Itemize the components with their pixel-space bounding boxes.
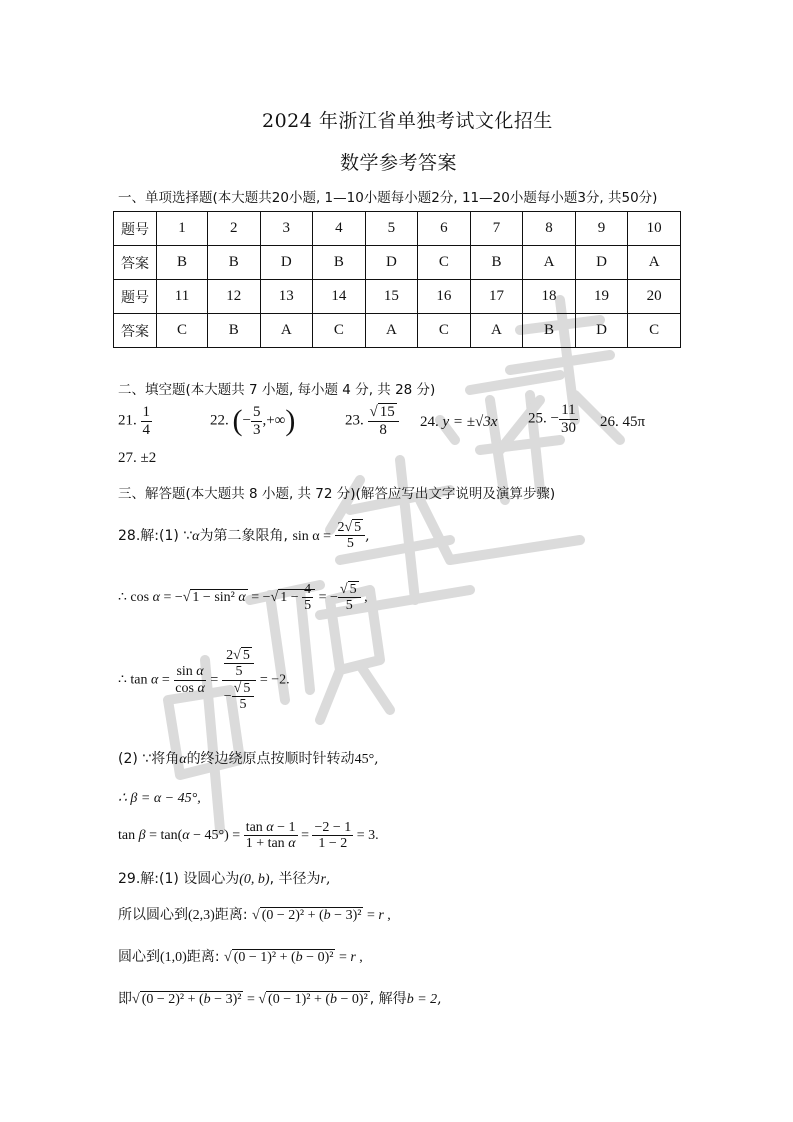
answer-table xyxy=(113,211,681,348)
q29-center: (0, b) xyxy=(239,872,270,887)
frac-den: 4 xyxy=(142,421,150,438)
row-label-answer: 答案 xyxy=(114,314,157,348)
q28-tan-result: = 3. xyxy=(356,828,379,844)
answer-26 xyxy=(600,414,645,431)
section1-heading: 一、单项选择题(本大题共20小题, 1—10小题每小题2分, 11—20小题每小题3分, 共50分) xyxy=(118,190,658,206)
q28-tan-line: ∴ tan α = $\frac{\text{sin α}}{\text{cos α}}$ = $\frac{2√ 5}{5}$ − $\frac{√ 5}{5}$ = −2. xyxy=(118,648,290,713)
answer-23: 23. $\frac{√ 15}{8}$ xyxy=(345,404,399,438)
q29-equation: 即√ (0 − 2)² + (b − 3)² = √ (0 − 1)² + (b − 0)² , 解得b = 2, xyxy=(118,991,442,1007)
table-cell: C xyxy=(628,314,681,348)
table-row xyxy=(114,314,681,348)
answer-value: y = ±√3x xyxy=(442,414,498,430)
q28-part2-b: 的终边绕原点按顺时针转动 xyxy=(186,751,355,767)
table-cell: 14 xyxy=(313,280,366,314)
q-number: 22. xyxy=(210,412,229,429)
table-cell: C xyxy=(418,314,471,348)
table-cell: A xyxy=(470,314,523,348)
frac-num: 15 xyxy=(379,404,395,420)
table-cell: 8 xyxy=(523,212,576,246)
frac-den: 8 xyxy=(379,421,387,438)
table-cell: 2 xyxy=(207,212,260,246)
q28-beta: ∴ β = α − 45°, xyxy=(118,791,201,806)
table-cell: D xyxy=(260,246,313,280)
table-cell: 6 xyxy=(418,212,471,246)
answer-24 xyxy=(420,414,497,431)
table-cell: 15 xyxy=(365,280,418,314)
table-cell: 4 xyxy=(313,212,366,246)
q29-eq-label: 即 xyxy=(118,991,132,1007)
row-label-answer: 答案 xyxy=(114,246,157,280)
table-cell: 7 xyxy=(470,212,523,246)
table-cell: B xyxy=(470,246,523,280)
q28-sin: sin α = xyxy=(292,528,332,544)
q28-line1: 28.解:(1) ∵α为第二象限角, sin α = $\frac{2√ 5}{5}$ , xyxy=(118,520,370,552)
frac-den: 3 xyxy=(252,421,261,438)
table-cell: B xyxy=(207,314,260,348)
table-cell: A xyxy=(523,246,576,280)
table-cell: 19 xyxy=(575,280,628,314)
table-cell: D xyxy=(575,314,628,348)
table-cell: 11 xyxy=(157,280,208,314)
frac-num: 1 xyxy=(142,404,150,420)
answer-27 xyxy=(118,450,156,467)
q29-intro: 29.解:(1) 设圆心为 xyxy=(118,871,240,887)
table-cell: A xyxy=(628,246,681,280)
row-label-question: 题号 xyxy=(114,280,157,314)
q28-cos-line: ∴ cos α = −√ 1 − sin² α = −√ 1 − $\frac{4}{5}$ = − $\frac{√ 5}{5}$ , xyxy=(118,582,368,614)
table-cell: C xyxy=(157,314,208,348)
page-title: 2024 年浙江省单独考试文化招生 xyxy=(262,110,553,132)
table-cell: D xyxy=(575,246,628,280)
table-cell: 12 xyxy=(207,280,260,314)
q29-dist-word: 距离: xyxy=(214,907,248,923)
q29-point1: (2,3) xyxy=(188,908,215,923)
q-number: 23. xyxy=(345,412,364,429)
section3-heading: 三、解答题(本大题共 8 小题, 共 72 分)(解答应写出文字说明及演算步骤) xyxy=(118,486,556,502)
table-cell: 1 xyxy=(157,212,208,246)
interval-tail: ,+∞ xyxy=(262,412,286,429)
q28-intro: 28.解:(1) ∵ xyxy=(118,527,193,544)
q28-part2-a: (2) ∵将角 xyxy=(118,751,180,767)
row-label-question: 题号 xyxy=(114,212,157,246)
answer-21 xyxy=(118,404,152,438)
table-cell: B xyxy=(157,246,208,280)
table-cell: 13 xyxy=(260,280,313,314)
q29-radius: , 半径为 xyxy=(269,871,321,887)
table-cell: A xyxy=(260,314,313,348)
table-cell: 3 xyxy=(260,212,313,246)
answer-25: 25. − $\frac{11}{30}$ xyxy=(528,402,576,436)
q-number: 21. xyxy=(118,412,137,429)
table-cell: C xyxy=(313,314,366,348)
q-number: 27. xyxy=(118,450,137,466)
q-number: 26. xyxy=(600,414,619,430)
q28-intro2: 为第二象限角, xyxy=(199,527,288,544)
q-number: 24. xyxy=(420,414,439,430)
q29-solve: , 解得 xyxy=(369,991,407,1007)
q28-part2: (2) ∵将角α的终边绕原点按顺时针转动45°, xyxy=(118,751,379,767)
frac-den: 30 xyxy=(560,419,576,436)
table-row xyxy=(114,212,681,246)
answer-22: 22. (− $\frac{5}{3}$ ,+∞) xyxy=(210,404,296,438)
section2-heading: 二、填空题(本大题共 7 小题, 每小题 4 分, 共 28 分) xyxy=(118,382,436,398)
answer-value: ±2 xyxy=(140,450,157,466)
table-cell: 5 xyxy=(365,212,418,246)
table-cell: D xyxy=(365,246,418,280)
frac-num: 5 xyxy=(252,404,261,420)
q28-deg: 45° xyxy=(354,752,375,767)
table-row xyxy=(114,280,681,314)
radius-symbol: r xyxy=(320,872,326,887)
table-row xyxy=(114,246,681,280)
page-subtitle: 数学参考答案 xyxy=(340,152,458,174)
q28-tan-beta: tan β = tan(α − 45°) = $\frac{\text{tan α − 1}}{\text{1 + tan α}}$ = $\frac{-2 - 1}{1 - 2}$ = 3. xyxy=(118,820,379,852)
table-cell: 10 xyxy=(628,212,681,246)
q29-dist1: 所以圆心到(2,3)距离: √ (0 − 2)² + (b − 3)² = r , xyxy=(118,907,391,923)
q29-line1: 29.解:(1) 设圆心为(0, b), 半径为r, xyxy=(118,871,331,887)
table-cell: 20 xyxy=(628,280,681,314)
table-cell: B xyxy=(313,246,366,280)
table-cell: 16 xyxy=(418,280,471,314)
q29-dist2: 圆心到(1,0)距离: √ (0 − 1)² + (b − 0)² = r , xyxy=(118,949,363,965)
q29-point2: (1,0) xyxy=(160,950,187,965)
table-cell: A xyxy=(365,314,418,348)
table-cell: B xyxy=(207,246,260,280)
q29-dist1-label: 所以圆心到 xyxy=(118,907,188,923)
table-cell: C xyxy=(418,246,471,280)
q29-dist2-label: 圆心到 xyxy=(118,949,160,965)
frac-num: 11 xyxy=(561,402,576,418)
table-cell: 9 xyxy=(575,212,628,246)
table-cell: 17 xyxy=(470,280,523,314)
q29-b: b = 2 xyxy=(406,992,438,1007)
table-cell: B xyxy=(523,314,576,348)
table-cell: 18 xyxy=(523,280,576,314)
answer-value: 45π xyxy=(622,414,646,430)
q-number: 25. xyxy=(528,410,547,427)
